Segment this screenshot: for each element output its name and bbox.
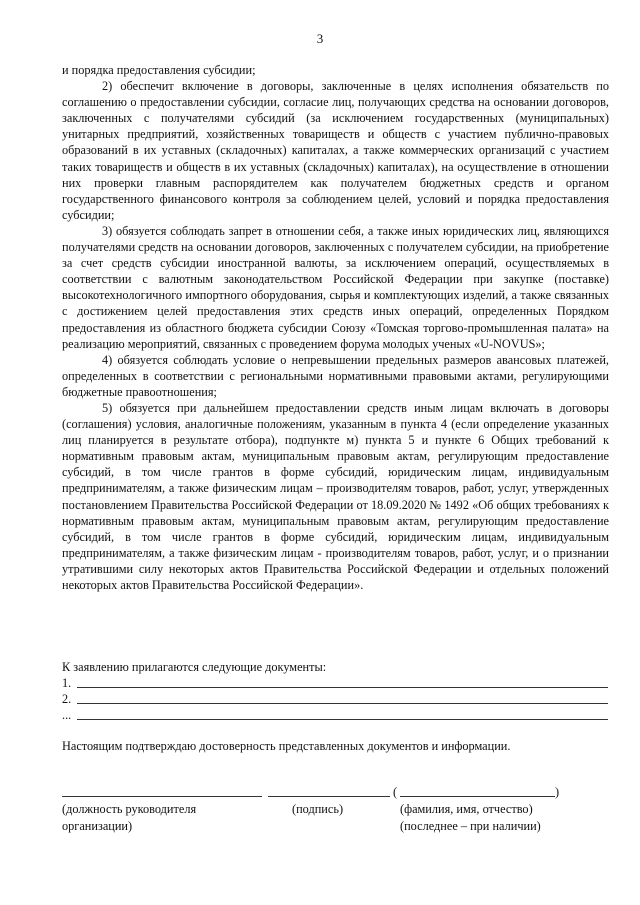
paragraph-item-5: 5) обязуется при дальнейшем предоставлении средств иным лицам включать в договоры (соглашения) условия, аналогичные положениям, указанным в пункта 4 (если определение указанных лиц планируется в результате отбора), подпункте м) пункта 5 и пункте 6 Общих требований к нормативным правовым актам, муниципальным правовым актам, регулирующим предоставление субсидий, в том числе грантов в форме субсидий, юридическим лицам, индивидуальным предпринимателям, а также физическим лицам – производителям товаров, работ, услуг, утвержденных постановлением Правительства Российской Федерации от 18.09.2020 № 1492 «Об общих требованиях к нормативным правовым актам, муниципальным правовым актам, регулирующим предоставление субсидий, в том числе грантов в форме субсидий, юридическим лицам, индивидуальным предпринимателям, а также физическим лицам - производителям товаров, работ, услуг, и о признании утратившими силу некоторых актов Правительства Российской Федерации и отдельных положений некоторых актов Правительства Российской Федерации». xyxy=(62,400,609,592)
paragraph-item-3: 3) обязуется соблюдать запрет в отношении себя, а также иных юридических лиц, являющихся получателями средств на основании договоров, заключенных с получателем субсидии, на приобретение за счет средств субсидии иностранной валюты, за исключением операций, осуществляемых в соответствии с валютным законодательством Российской Федерации при закупке (поставке) высокотехнологичного импортного оборудования, сырья и комплектующих изделий, а также связанных с достижением целей предоставления этих средств иных операций, определенных Порядком предоставления из областного бюджета субсидии Союзу «Томская торгово-промышленная палата» на реализацию мероприятий, связанных с проведением форума молодых ученых «U-NOVUS»; xyxy=(62,223,609,351)
document-body xyxy=(62,62,609,593)
signature-line xyxy=(268,796,390,797)
attachment-blank-line xyxy=(77,719,608,720)
signature-caption: (подпись) xyxy=(292,802,344,816)
position-signature-line xyxy=(62,796,262,797)
position-caption-line2: организации) xyxy=(62,819,133,833)
name-caption-line1: (фамилия, имя, отчество) xyxy=(400,802,533,816)
attachment-blank-line xyxy=(77,703,608,704)
attachment-line-3 xyxy=(62,707,608,723)
attachment-number: 1. xyxy=(62,676,72,690)
attachment-number: 2. xyxy=(62,692,72,706)
attachments-title: К заявлению прилагаются следующие документы: xyxy=(62,660,327,674)
page-number: 3 xyxy=(316,31,324,46)
confirmation-statement: Настоящим подтверждаю достоверность представленных документов и информации. xyxy=(62,739,511,753)
name-open-paren: ( xyxy=(393,785,398,799)
name-caption-line2: (последнее – при наличии) xyxy=(400,819,541,833)
position-caption-line1: (должность руководителя xyxy=(62,802,197,816)
attachment-line-1 xyxy=(62,675,608,691)
paragraph-item-4: 4) обязуется соблюдать условие о непревышении предельных размеров авансовых платежей, определенных в соответствии с региональными нормативными правовыми актами, регулирующими бюджетные правоотношения; xyxy=(62,352,609,399)
attachment-number: ... xyxy=(62,708,72,722)
paragraph-continuation: и порядка предоставления субсидии; xyxy=(62,63,256,77)
name-close-paren: ) xyxy=(555,785,560,799)
attachment-blank-line xyxy=(77,687,608,688)
attachment-line-2 xyxy=(62,691,608,707)
name-signature-line xyxy=(400,796,555,797)
paragraph-item-2: 2) обеспечит включение в договоры, заключенные в целях исполнения обязательств по соглашению о предоставлении субсидии, согласие лиц, получающих средства на основании договоров, заключенных с получателями субсидий (за исключением государственных (муниципальных) унитарных предприятий, хозяйственных товариществ и обществ с участием публично-правовых образований в их уставных (складочных) капиталах, а также коммерческих организаций с участием таких товариществ и обществ в их уставных (складочных) капиталах), на осуществление в отношении них проверки главным распорядителем как получателем бюджетных средств и органом государственного финансового контроля за соблюдением целей, условий и порядка предоставления субсидии; xyxy=(62,79,609,222)
